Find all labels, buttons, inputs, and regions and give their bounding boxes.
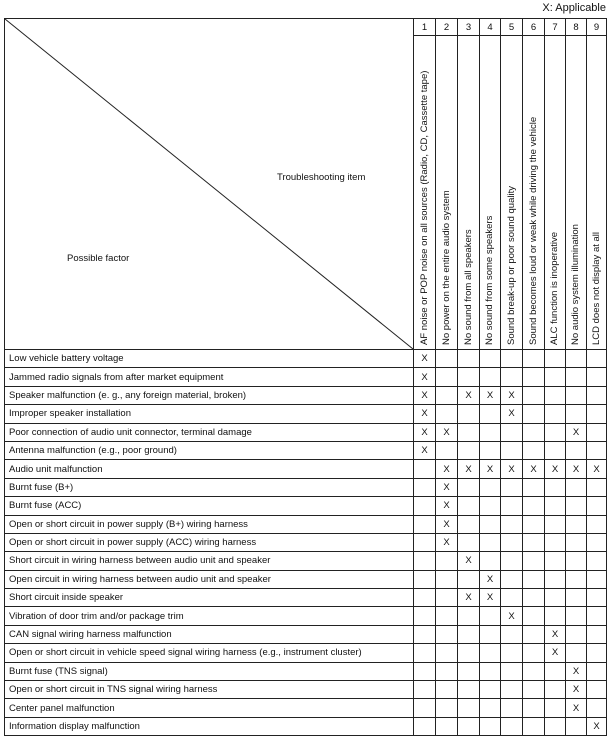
- applicable-cell: [480, 699, 501, 717]
- applicable-cell: [480, 497, 501, 515]
- applicable-cell: X: [480, 589, 501, 607]
- applicable-cell: [480, 533, 501, 551]
- applicable-cell: X: [414, 405, 436, 423]
- column-header: [545, 36, 566, 350]
- applicable-cell: [414, 478, 436, 496]
- applicable-cell: X: [587, 717, 607, 735]
- applicable-cell: X: [436, 478, 458, 496]
- applicable-cell: X: [501, 386, 523, 404]
- column-label: ALC function is inoperative: [549, 231, 560, 345]
- possible-factor: Jammed radio signals from after market equipment: [5, 368, 414, 386]
- applicable-cell: [501, 662, 523, 680]
- applicable-cell: [501, 699, 523, 717]
- applicable-cell: [436, 589, 458, 607]
- applicable-cell: X: [545, 644, 566, 662]
- column-header: [436, 36, 458, 350]
- applicable-cell: [436, 386, 458, 404]
- applicable-cell: [501, 423, 523, 441]
- applicable-cell: [587, 368, 607, 386]
- applicable-cell: [458, 405, 480, 423]
- table-row: [5, 589, 607, 607]
- applicable-cell: [566, 625, 587, 643]
- applicable-cell: [480, 681, 501, 699]
- table-row: [5, 515, 607, 533]
- applicable-cell: [566, 478, 587, 496]
- column-number: 3: [458, 19, 480, 36]
- applicable-cell: [566, 589, 587, 607]
- table-row: [5, 607, 607, 625]
- table-row: [5, 662, 607, 680]
- applicable-cell: [480, 607, 501, 625]
- applicable-cell: [436, 644, 458, 662]
- applicable-cell: [436, 662, 458, 680]
- applicable-cell: [414, 570, 436, 588]
- applicable-cell: [501, 350, 523, 368]
- applicable-cell: [545, 386, 566, 404]
- applicable-cell: [458, 570, 480, 588]
- applicable-cell: [545, 441, 566, 459]
- applicable-cell: [545, 497, 566, 515]
- applicable-cell: [545, 405, 566, 423]
- applicable-cell: [458, 423, 480, 441]
- applicable-cell: [436, 350, 458, 368]
- applicable-cell: X: [545, 460, 566, 478]
- applicable-cell: [501, 625, 523, 643]
- applicable-cell: [545, 552, 566, 570]
- applicable-cell: X: [566, 460, 587, 478]
- applicable-cell: [523, 350, 545, 368]
- applicable-cell: [566, 405, 587, 423]
- column-label: LCD does not display at all: [590, 231, 602, 345]
- applicable-cell: [545, 350, 566, 368]
- column-label: Sound break-up or poor sound quality: [505, 186, 517, 345]
- applicable-cell: [545, 589, 566, 607]
- column-label: No audio system illumination: [570, 224, 581, 345]
- column-label: AF noise or POP noise on all sources (Radio, CD, Cassette tape): [418, 70, 430, 345]
- applicable-cell: X: [414, 386, 436, 404]
- applicable-cell: [545, 607, 566, 625]
- applicable-cell: [458, 699, 480, 717]
- applicable-cell: [523, 570, 545, 588]
- applicable-cell: [523, 405, 545, 423]
- applicable-cell: [501, 441, 523, 459]
- applicable-cell: [523, 681, 545, 699]
- applicable-cell: X: [480, 460, 501, 478]
- applicable-cell: [501, 515, 523, 533]
- possible-factor: Vibration of door trim and/or package trim: [5, 607, 414, 625]
- table-row: [5, 681, 607, 699]
- applicable-cell: [523, 699, 545, 717]
- possible-factor: Speaker malfunction (e. g., any foreign material, broken): [5, 386, 414, 404]
- legend: X: Applicable: [542, 2, 606, 14]
- applicable-cell: [414, 533, 436, 551]
- applicable-cell: [523, 478, 545, 496]
- possible-factor: Antenna malfunction (e.g., poor ground): [5, 441, 414, 459]
- applicable-cell: [414, 497, 436, 515]
- applicable-cell: [523, 368, 545, 386]
- column-number: 6: [523, 19, 545, 36]
- applicable-cell: [436, 699, 458, 717]
- applicable-cell: [501, 552, 523, 570]
- applicable-cell: [587, 533, 607, 551]
- applicable-cell: [566, 533, 587, 551]
- applicable-cell: X: [436, 533, 458, 551]
- possible-factor: Open or short circuit in vehicle speed signal wiring harness (e.g., instrument cluster): [5, 644, 414, 662]
- applicable-cell: [545, 533, 566, 551]
- possible-factor: Burnt fuse (B+): [5, 478, 414, 496]
- applicable-cell: [436, 405, 458, 423]
- applicable-cell: [566, 644, 587, 662]
- applicable-cell: [587, 515, 607, 533]
- column-label: No sound from all speakers: [462, 229, 474, 345]
- applicable-cell: [458, 644, 480, 662]
- applicable-cell: [480, 423, 501, 441]
- applicable-cell: [587, 405, 607, 423]
- applicable-cell: [458, 478, 480, 496]
- applicable-cell: [480, 625, 501, 643]
- possible-factor: Burnt fuse (TNS signal): [5, 662, 414, 680]
- applicable-cell: X: [480, 570, 501, 588]
- applicable-cell: [523, 625, 545, 643]
- diagonal-line: [5, 19, 413, 349]
- table-row: [5, 533, 607, 551]
- applicable-cell: X: [566, 699, 587, 717]
- possible-factor: Center panel malfunction: [5, 699, 414, 717]
- column-number: 1: [414, 19, 436, 36]
- column-number: 2: [436, 19, 458, 36]
- applicable-cell: [587, 644, 607, 662]
- applicable-cell: [458, 497, 480, 515]
- applicable-cell: [458, 368, 480, 386]
- applicable-cell: [523, 515, 545, 533]
- table-row: [5, 552, 607, 570]
- column-header: [480, 36, 501, 350]
- applicable-cell: X: [414, 441, 436, 459]
- table-row: [5, 368, 607, 386]
- applicable-cell: [523, 441, 545, 459]
- applicable-cell: [501, 497, 523, 515]
- applicable-cell: X: [523, 460, 545, 478]
- applicable-cell: [566, 350, 587, 368]
- column-number: 5: [501, 19, 523, 36]
- table-row: [5, 699, 607, 717]
- applicable-cell: [501, 533, 523, 551]
- applicable-cell: [545, 681, 566, 699]
- applicable-cell: [566, 515, 587, 533]
- applicable-cell: [587, 441, 607, 459]
- applicable-cell: [587, 699, 607, 717]
- possible-factor: Improper speaker installation: [5, 405, 414, 423]
- column-label: No sound from some speakers: [484, 215, 495, 345]
- applicable-cell: [501, 368, 523, 386]
- applicable-cell: X: [414, 368, 436, 386]
- applicable-cell: X: [414, 350, 436, 368]
- applicable-cell: [545, 423, 566, 441]
- column-number: 8: [566, 19, 587, 36]
- applicable-cell: [436, 552, 458, 570]
- applicable-cell: [587, 423, 607, 441]
- applicable-cell: [587, 552, 607, 570]
- applicable-cell: [587, 662, 607, 680]
- applicable-cell: [523, 497, 545, 515]
- table-row: [5, 644, 607, 662]
- applicable-cell: X: [458, 589, 480, 607]
- applicable-cell: [414, 589, 436, 607]
- applicable-cell: [480, 350, 501, 368]
- column-number: 7: [545, 19, 566, 36]
- table-row: [5, 625, 607, 643]
- applicable-cell: [587, 497, 607, 515]
- column-number: 9: [587, 19, 607, 36]
- applicable-cell: [523, 607, 545, 625]
- applicable-cell: [480, 478, 501, 496]
- applicable-cell: X: [458, 386, 480, 404]
- applicable-cell: [523, 644, 545, 662]
- applicable-cell: [587, 350, 607, 368]
- possible-factor: Open or short circuit in TNS signal wiring harness: [5, 681, 414, 699]
- applicable-cell: [480, 405, 501, 423]
- possible-factor: Open circuit in wiring harness between audio unit and speaker: [5, 570, 414, 588]
- applicable-cell: [414, 625, 436, 643]
- applicable-cell: X: [414, 423, 436, 441]
- applicable-cell: [480, 368, 501, 386]
- possible-factor: Short circuit inside speaker: [5, 589, 414, 607]
- applicable-cell: [458, 625, 480, 643]
- applicable-cell: [480, 515, 501, 533]
- possible-factor: Open or short circuit in power supply (B+) wiring harness: [5, 515, 414, 533]
- applicable-cell: [480, 552, 501, 570]
- applicable-cell: [414, 699, 436, 717]
- table-row: [5, 478, 607, 496]
- applicable-cell: [414, 460, 436, 478]
- applicable-cell: X: [566, 681, 587, 699]
- table-row: [5, 386, 607, 404]
- column-number: 4: [480, 19, 501, 36]
- column-header: [566, 36, 587, 350]
- possible-factor: Low vehicle battery voltage: [5, 350, 414, 368]
- applicable-cell: [458, 607, 480, 625]
- table-row: [5, 405, 607, 423]
- applicable-cell: [545, 478, 566, 496]
- applicable-cell: [436, 368, 458, 386]
- troubleshooting-item-label: Troubleshooting item: [277, 172, 366, 183]
- applicable-cell: [458, 681, 480, 699]
- possible-factor: Information display malfunction: [5, 717, 414, 735]
- applicable-cell: [501, 681, 523, 699]
- applicable-cell: [436, 441, 458, 459]
- table-row: [5, 423, 607, 441]
- table-row: [5, 350, 607, 368]
- applicable-cell: [545, 515, 566, 533]
- applicable-cell: [523, 589, 545, 607]
- applicable-cell: X: [436, 423, 458, 441]
- applicable-cell: X: [436, 460, 458, 478]
- column-header: [523, 36, 545, 350]
- column-header: [587, 36, 607, 350]
- applicable-cell: [458, 441, 480, 459]
- applicable-cell: [566, 607, 587, 625]
- table-row: [5, 460, 607, 478]
- applicable-cell: [436, 625, 458, 643]
- applicable-cell: [458, 515, 480, 533]
- applicable-cell: [523, 386, 545, 404]
- table-row: [5, 570, 607, 588]
- applicable-cell: [545, 570, 566, 588]
- applicable-cell: X: [458, 552, 480, 570]
- applicable-cell: [566, 497, 587, 515]
- applicable-cell: [566, 368, 587, 386]
- applicable-cell: X: [566, 423, 587, 441]
- applicable-cell: [501, 478, 523, 496]
- applicable-cell: [587, 589, 607, 607]
- applicable-cell: [587, 625, 607, 643]
- applicable-cell: [545, 662, 566, 680]
- table-row: [5, 497, 607, 515]
- applicable-cell: [501, 570, 523, 588]
- applicable-cell: X: [501, 405, 523, 423]
- applicable-cell: [436, 681, 458, 699]
- applicable-cell: [587, 570, 607, 588]
- troubleshooting-matrix: [4, 18, 607, 736]
- applicable-cell: [587, 607, 607, 625]
- applicable-cell: [587, 478, 607, 496]
- table-row: [5, 441, 607, 459]
- applicable-cell: [523, 423, 545, 441]
- applicable-cell: X: [458, 460, 480, 478]
- possible-factor: CAN signal wiring harness malfunction: [5, 625, 414, 643]
- applicable-cell: [414, 515, 436, 533]
- column-header: [501, 36, 523, 350]
- possible-factor: Open or short circuit in power supply (ACC) wiring harness: [5, 533, 414, 551]
- applicable-cell: X: [436, 515, 458, 533]
- column-header: [414, 36, 436, 350]
- applicable-cell: [414, 644, 436, 662]
- applicable-cell: [545, 699, 566, 717]
- column-label: Sound becomes loud or weak while driving the vehicle: [527, 116, 539, 345]
- applicable-cell: [587, 386, 607, 404]
- applicable-cell: X: [545, 625, 566, 643]
- applicable-cell: X: [480, 386, 501, 404]
- applicable-cell: [523, 552, 545, 570]
- possible-factor-label: Possible factor: [67, 253, 130, 264]
- applicable-cell: [523, 533, 545, 551]
- applicable-cell: [480, 662, 501, 680]
- applicable-cell: [458, 662, 480, 680]
- possible-factor: Audio unit malfunction: [5, 460, 414, 478]
- applicable-cell: [436, 607, 458, 625]
- applicable-cell: [501, 589, 523, 607]
- applicable-cell: X: [436, 497, 458, 515]
- applicable-cell: [566, 441, 587, 459]
- applicable-cell: X: [566, 662, 587, 680]
- applicable-cell: [458, 533, 480, 551]
- applicable-cell: X: [501, 460, 523, 478]
- applicable-cell: [480, 644, 501, 662]
- possible-factor: Burnt fuse (ACC): [5, 497, 414, 515]
- column-header: [458, 36, 480, 350]
- applicable-cell: [566, 570, 587, 588]
- possible-factor: Poor connection of audio unit connector, terminal damage: [5, 423, 414, 441]
- applicable-cell: [414, 681, 436, 699]
- applicable-cell: [523, 662, 545, 680]
- applicable-cell: [458, 350, 480, 368]
- applicable-cell: [501, 644, 523, 662]
- applicable-cell: [480, 441, 501, 459]
- applicable-cell: [566, 552, 587, 570]
- possible-factor: Short circuit in wiring harness between audio unit and speaker: [5, 552, 414, 570]
- applicable-cell: [436, 570, 458, 588]
- applicable-cell: [545, 368, 566, 386]
- applicable-cell: [414, 552, 436, 570]
- applicable-cell: [414, 607, 436, 625]
- header-diagonal-cell: [5, 19, 414, 350]
- applicable-cell: [414, 662, 436, 680]
- applicable-cell: X: [587, 460, 607, 478]
- applicable-cell: X: [501, 607, 523, 625]
- applicable-cell: [566, 386, 587, 404]
- applicable-cell: [587, 681, 607, 699]
- column-label: No power on the entire audio system: [440, 190, 452, 345]
